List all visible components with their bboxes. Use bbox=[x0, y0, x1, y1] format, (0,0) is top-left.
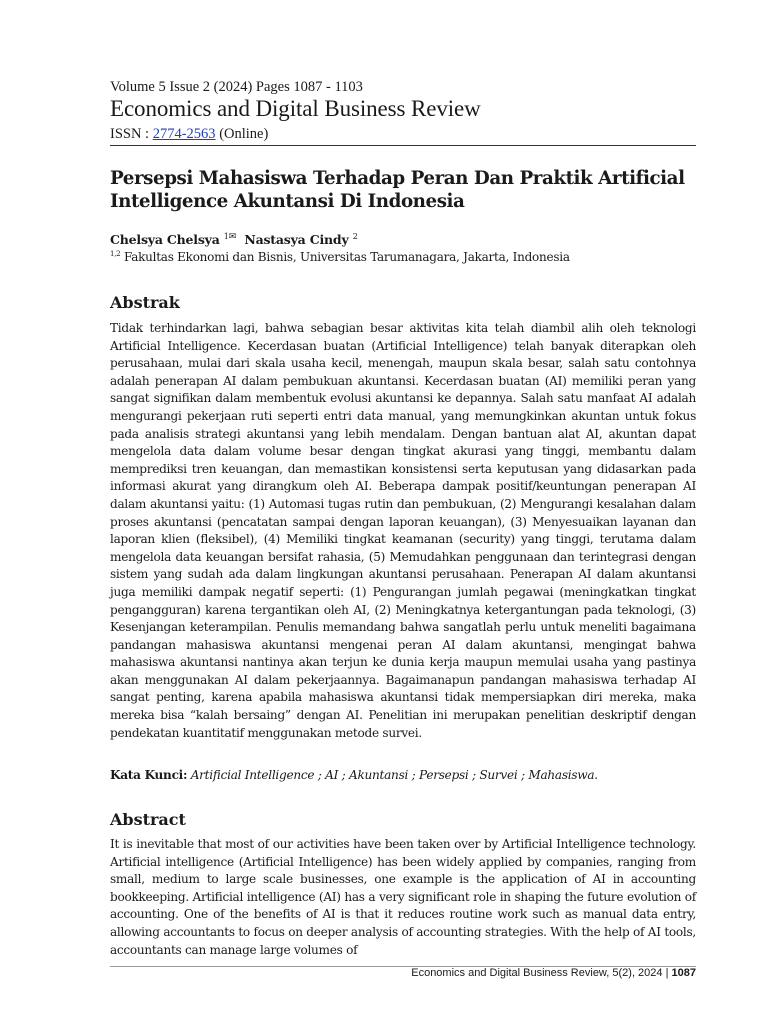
author-1-name: Chelsya Chelsya bbox=[110, 232, 220, 248]
author-2-sup: 2 bbox=[352, 232, 358, 241]
affiliation-text: Fakultas Ekonomi dan Bisnis, Universitas Tarumanagara, Jakarta, Indonesia bbox=[123, 250, 570, 264]
article-title: Persepsi Mahasiswa Terhadap Peran Dan Praktik Artificial Intelligence Akuntansi Di Indonesia bbox=[110, 168, 685, 212]
footer-separator: | bbox=[662, 967, 672, 979]
affiliation-line bbox=[110, 250, 570, 264]
footer-citation: Economics and Digital Business Review, 5(2), 2024 bbox=[411, 967, 663, 979]
issn-link[interactable]: 2774-2563 bbox=[152, 126, 216, 142]
abstract-body: It is inevitable that most of our activities have been taken over by Artificial Intelligence technology. Artificial intelligence (Artificial Intelligence) has been widely applied by companies, ranging from small, medium to large scale businesses, one example is the application of AI in accounting bookkeeping. Artificial intelligence (AI) has a very significant role in shaping the future evolution of accounting. One of the benefits of AI is that it reduces routine work such as manual data entry, allowing accountants to focus on deeper analysis of accounting strategies. With the help of AI tools, accountants can manage large volumes of bbox=[110, 837, 696, 957]
author-2-name: Nastasya Cindy bbox=[244, 232, 349, 248]
page-number: 1087 bbox=[671, 967, 696, 979]
issn-suffix: (Online) bbox=[215, 126, 269, 142]
abstrak-body: Tidak terhindarkan lagi, bahwa sebagian besar aktivitas kita telah diambil alih oleh teknologi Artificial Intelligence. Kecerdasan buatan (Artificial Intelligence) telah banyak diterapkan oleh perusahaan, mulai dari skala usaha kecil, menengah, maupun skala besar, salah satu contohnya adalah penerapan AI dalam pembukuan akuntansi. Kecerdasan buatan (AI) memiliki peran yang sangat signifikan dalam membentuk evolusi akuntansi ke depannya. Salah satu manfaat AI adalah mengurangi pekerjaan ruti seperti entri data manual, yang memungkinkan akuntan untuk fokus pada analisis strategi akuntansi yang lebih mendalam. Dengan bantuan alat AI, akuntan dapat mengelola data dalam volume besar dengan tingkat akurasi yang tinggi, membantu dalam memprediksi tren keuangan, dan memastikan konsistensi serta keputusan yang didasarkan pada informasi akurat yang dirangkum oleh AI. Beberapa dampak positif/keuntungan penerapan AI dalam akuntansi yaitu: (1) Automasi tugas rutin dan pembukuan, (2) Mengurangi kesalahan dalam proses akuntansi (pencatatan sampai dengan laporan keuangan), (3) Menyesuaikan layanan dan laporan klien (fleksibel), (4) Memiliki tingkat keamanan (security) yang tinggi, terutama dalam mengelola data keuangan bersifat rahasia, (5) Memudahkan penggunaan dan terintegrasi dengan sistem yang sudah ada dalam lingkungan akuntansi perusahaan. Penerapan AI dalam akuntansi juga memiliki dampak negatif seperti: (1) Pengurangan jumlah pegawai (meningkatkan tingkat pengangguran) karena tergantikan oleh AI, (2) Meningkatnya ketergantungan pada teknologi, (3) Kesenjangan keterampilan. Penulis memandang bahwa sangatlah perlu untuk meneliti bagaimana pandangan mahasiswa akuntansi mengenai peran AI dalam akuntansi, mengingat bahwa mahasiswa akuntansi nantinya akan terjun ke dunia kerja maupun memulai usaha yang pastinya akan menggunakan AI dalam pekerjaannya. Bagaimanapun pandangan mahasiswa terhadap AI sangat penting, karena apabila mahasiswa akuntansi tidak mempersiapkan diri mereka, maka mereka bisa “kalah bersaing” dengan AI. Penelitian ini merupakan penelitian deskriptif dengan pendekatan kuantitatif menggunakan metode survei. bbox=[110, 321, 696, 740]
keywords-line bbox=[110, 768, 598, 782]
journal-name: Economics and Digital Business Review bbox=[110, 96, 481, 121]
volume-line: Volume 5 Issue 2 (2024) Pages 1087 - 1103 bbox=[110, 79, 363, 95]
abstract-heading: Abstract bbox=[110, 810, 186, 829]
author-1-sup: 1 bbox=[223, 232, 229, 241]
envelope-icon[interactable]: ✉ bbox=[228, 232, 237, 243]
abstrak-heading: Abstrak bbox=[110, 293, 180, 312]
header-rule bbox=[110, 145, 696, 146]
issn-line bbox=[110, 126, 268, 143]
issn-label: ISSN : bbox=[110, 126, 153, 142]
keywords-label: Kata Kunci: bbox=[110, 768, 188, 782]
affiliation-sup: 1,2 bbox=[110, 250, 121, 258]
page-footer bbox=[411, 967, 696, 979]
keywords-list: Artificial Intelligence ; AI ; Akuntansi ; Persepsi ; Survei ; Mahasiswa. bbox=[187, 768, 598, 782]
author-line bbox=[110, 232, 358, 247]
